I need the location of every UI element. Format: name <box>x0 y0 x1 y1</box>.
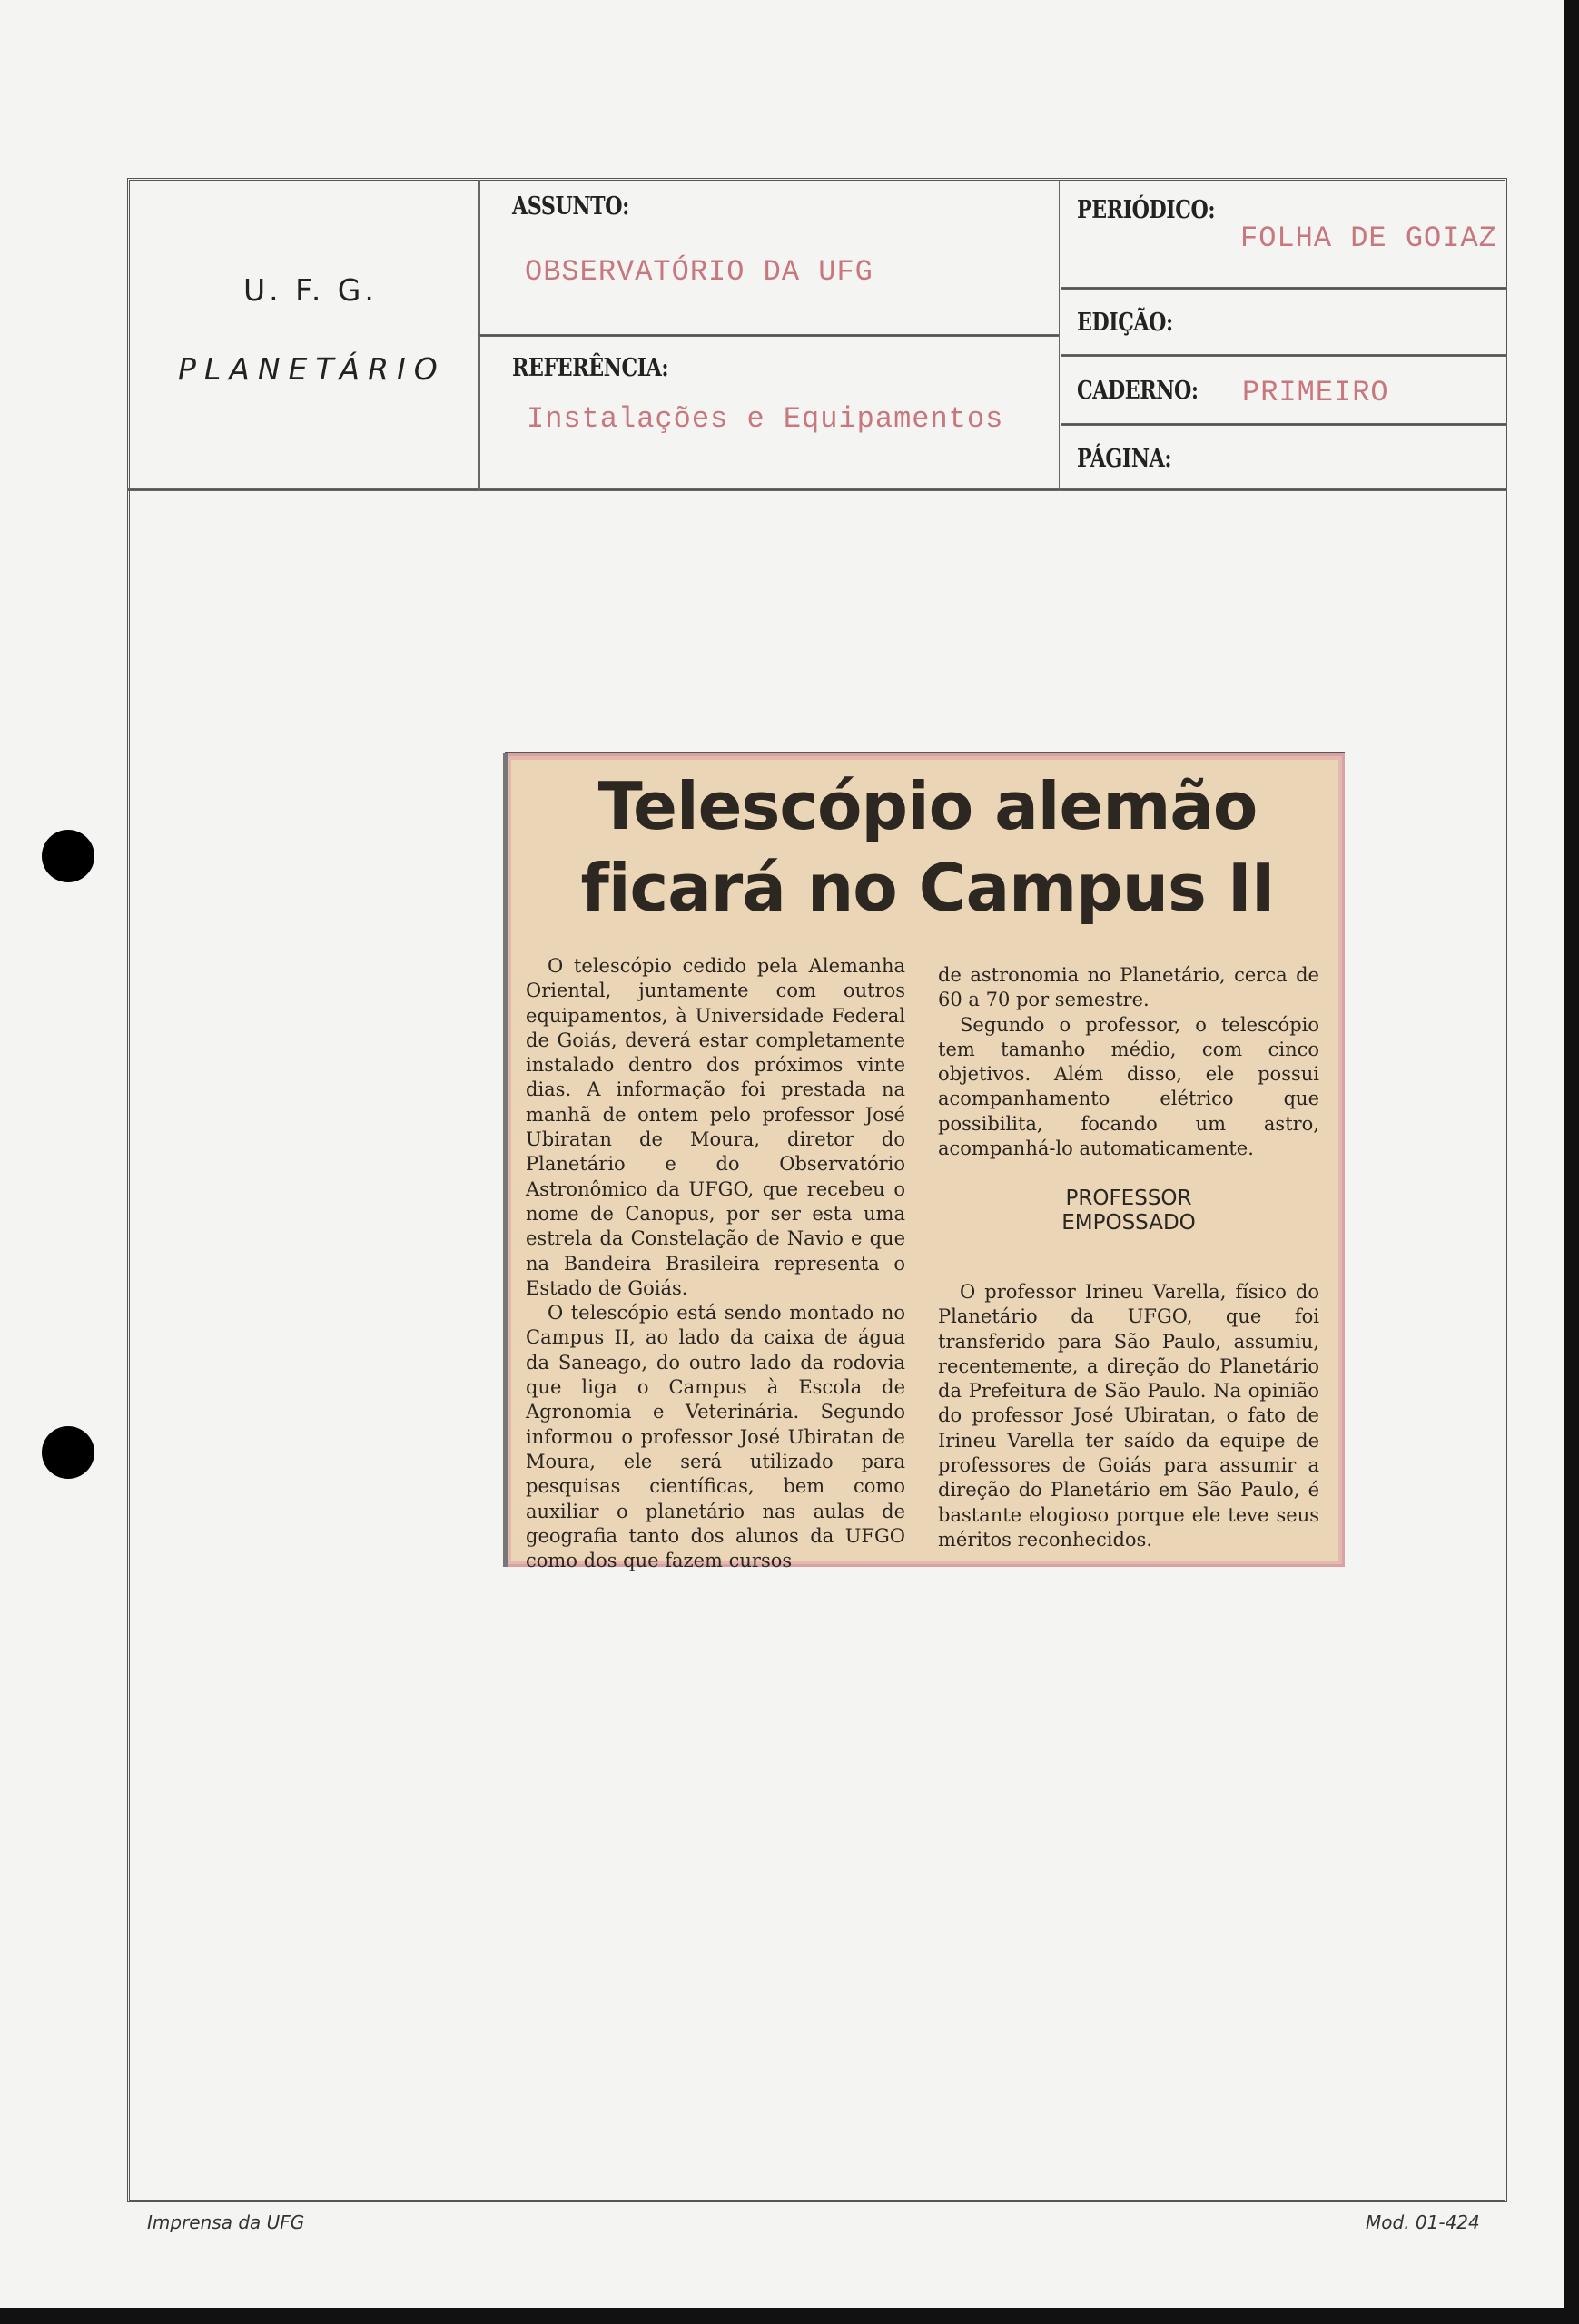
footer-form-code: Mod. 01-424 <box>1366 2211 1480 2233</box>
pagina-label: PÁGINA: <box>1077 445 1172 473</box>
institution-name: U. F. G. <box>243 272 378 308</box>
periodico-label: PERIÓDICO: <box>1077 196 1216 224</box>
scan-edge-bottom <box>0 2308 1579 2324</box>
header-bottom-rule <box>127 488 1507 491</box>
headline-line-2: ficará no Campus II <box>580 850 1275 926</box>
article-paragraph: de astronomia no Planetário, cerca de 60 a 70 por semestre. <box>938 964 1319 1011</box>
footer-printer: Imprensa da UFG <box>147 2211 305 2233</box>
header-divider-2 <box>1059 180 1061 490</box>
article-paragraph: O professor Irineu Varella, físico do Planetário da UFGO, que foi transferido para São Paulo, assumiu, recentemente, a direção do Planetário da Prefeitura de São Paulo. Na opinião do professor José Ubiratan, o fato de Irineu Varella ter saído da equipe de professores de Goiás para assumir a direção do Planetário em São Paulo, é bastante elogioso porque ele teve seus méritos reconhecidos. <box>938 1281 1319 1551</box>
scan-edge-right <box>1564 0 1579 2324</box>
assunto-rule <box>479 334 1059 337</box>
clipping-shadow-left <box>503 753 508 1567</box>
referencia-label: REFERÊNCIA: <box>512 354 669 382</box>
caderno-rule <box>1061 423 1507 426</box>
assunto-value: OBSERVATÓRIO DA UFG <box>525 255 873 289</box>
subhead-line-2: EMPOSSADO <box>1061 1211 1196 1235</box>
subhead-line-1: PROFESSOR <box>1065 1187 1192 1210</box>
edicao-label: EDIÇÃO: <box>1077 309 1173 337</box>
referencia-value: Instalações e Equipamentos <box>527 402 1004 436</box>
punch-hole-top <box>42 830 94 882</box>
clipping-headline <box>544 765 1311 929</box>
caderno-value: PRIMEIRO <box>1242 376 1389 409</box>
article-right-column-bottom <box>938 1280 1319 1552</box>
assunto-label: ASSUNTO: <box>512 192 629 221</box>
article-paragraph: Segundo o professor, o telescópio tem tamanho médio, com cinco objetivos. Além disso, ele possui acompanhamento elétrico que possibilita, focando um astro, acompanhá-lo automaticamente. <box>938 1013 1319 1160</box>
periodico-rule <box>1061 287 1507 290</box>
department-name: PLANETÁRIO <box>178 351 446 387</box>
caderno-label: CADERNO: <box>1077 377 1199 405</box>
article-left-column <box>526 954 905 1573</box>
headline-line-1: Telescópio alemão <box>597 768 1258 844</box>
periodico-value: FOLHA DE GOIAZ <box>1240 222 1497 255</box>
article-subhead <box>938 1187 1319 1236</box>
edicao-rule <box>1061 354 1507 357</box>
article-paragraph: O telescópio está sendo montado no Campus II, ao lado da caixa de água da Saneago, do outro lado da rodovia que liga o Campus à Escola de Agronomia e Veterinária. Segundo informou o professor José Ubiratan de Moura, ele será utilizado para pesquisas científicas, bem como auxiliar o planetário nas aulas de geografia tanto dos alunos da UFGO como dos que fazem cursos <box>526 1302 905 1572</box>
newspaper-clipping <box>505 753 1345 1572</box>
article-right-column-top <box>938 963 1319 1161</box>
article-paragraph: O telescópio cedido pela Alemanha Oriental, juntamente com outros equipamentos, à Universidade Federal de Goiás, deverá estar completamente instalado dentro dos próximos vinte dias. A informação foi prestada na manhã de ontem pelo professor José Ubiratan de Moura, diretor do Planetário e do Observatório Astronômico da UFGO, que recebeu o nome de Canopus, por ser esta uma estrela da Constelação de Navio e que na Bandeira Brasileira representa o Estado de Goiás. <box>526 955 905 1299</box>
punch-hole-bottom <box>42 1426 94 1479</box>
